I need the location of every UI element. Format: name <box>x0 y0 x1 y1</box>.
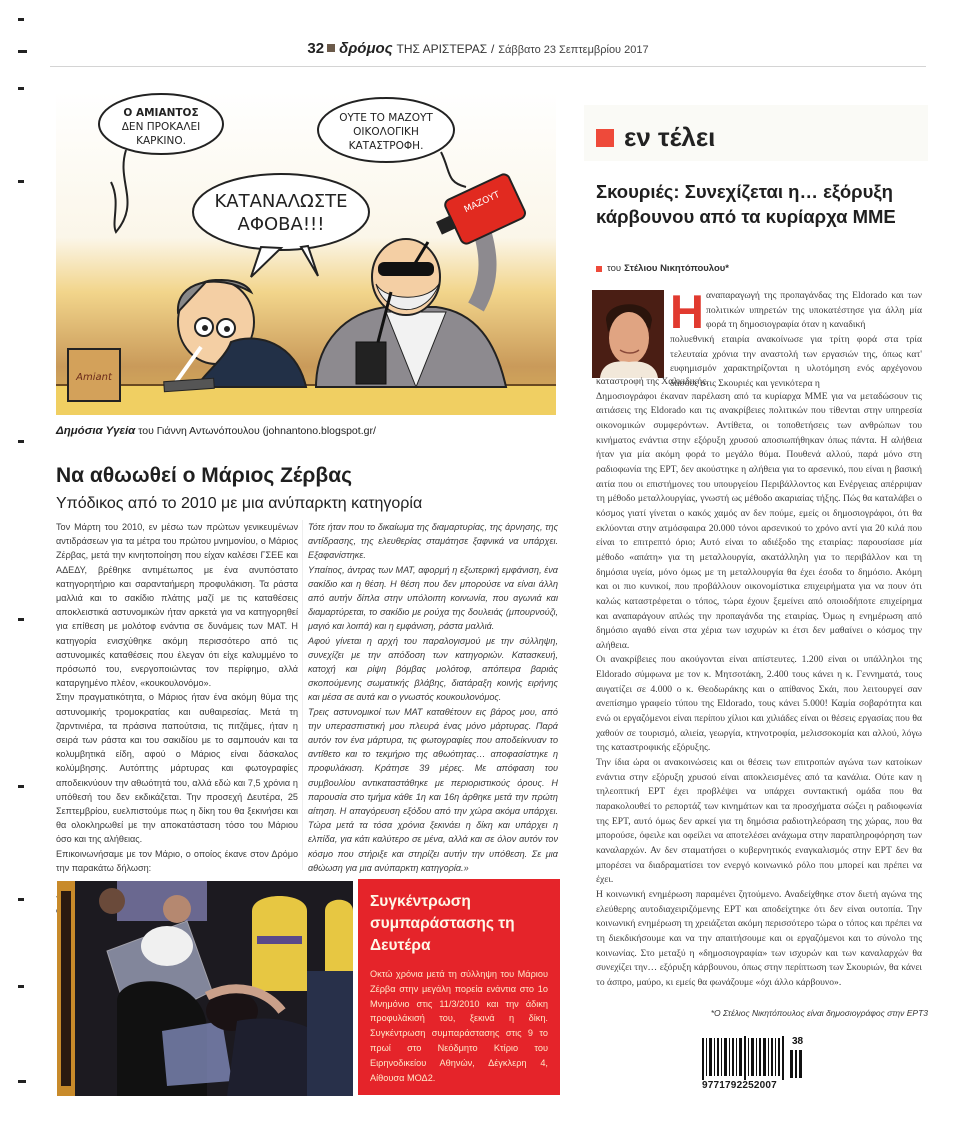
opinion-body <box>596 375 922 991</box>
event-announcement-box <box>358 879 560 1095</box>
edge-mark <box>18 785 24 788</box>
newspaper-brand: δρόμος <box>339 40 393 57</box>
byline-author: Στέλιου Νικητόπουλου* <box>624 263 729 274</box>
svg-text:ΚΑΤΑΝΑΛΩΣΤΕ: ΚΑΤΑΝΑΛΩΣΤΕ <box>214 191 348 212</box>
author-footnote: *Ο Στέλιος Νικητόπουλος είναι δημοσιογράφος στην ΕΡΤ3 <box>710 1008 928 1018</box>
paragraph: καταστροφή της Χαλκιδικής. <box>596 376 709 387</box>
svg-text:ΚΑΤΑΣΤΡΟΦΗ.: ΚΑΤΑΣΤΡΟΦΗ. <box>348 140 424 152</box>
paragraph: Την ίδια ώρα οι ανακοινώσεις και οι θέσεις των επιτροπών αγώνα των κατοίκων ενάντια στην εξόρυξη χρυσού είναι αποκλεισμένες από τα κανάλια. Ούτε καν η τηλεοπτική ΕΡΤ έχει προβλέψει να υπάρχει συντακτική ομάδα που θα παρακολουθεί το ρεπορτάζ των κινημάτων και τα προσχήματα σώζει η ραδιοφωνία της ΕΡΤ, αυτό όμως δεν αρκεί για τη δημόσια ραδιοτηλεόραση της χώρας, που θα μπορούσε, όφειλε και οφείλει να αποτελέσει ανάχωμα στην παραπληροφόρηση των καναλαρχών. Αν δεν σταματήσει ο κυβερνητικός εναγκαλισμός στην ΕΡΤ δεν θα μπορέσει να διαδραματίσει τον ενεργό κοινωνικό ρόλο που μπορεί και πρέπει να έχει. <box>596 757 922 886</box>
paragraph: Δημοσιογράφοι έκαναν παρέλαση από τα κυρίαρχα ΜΜΕ για να μεταδώσουν τις αιτιάσεις της Eldorado και τις ανακρίβειες πολιτικών που τίθενται στην υπηρεσία οικονομικών συμφερόντων. Αντίθετα, οι τοποθετήσεις των ανθρώπων του κινήματος ενάντια στην εξόρυξη χρυσού αποσιωπήθηκαν όπως πάντα. Η αλήθεια ήταν για μία ακόμη φορά το μεγάλο θύμα. Πουθενά αλλού, παρά μόνο στη ραδιοφωνία της ΕΡΤ, δεν ακούστηκε η αλήθεια για το αρσενικό, που είναι η βασική αιτία που οι επιστήμονες του υπουργείου Περιβάλλοντος και Ενέργειας απέρριψαν τη μέθοδο μεταλλουργίας, γνωστή ως μέθοδο ακαριαίας τήξης. Πώς θα καταλάβει ο κόσμος γιατί γίνεται ο κακός χαμός αν δεν πούμε, εμείς οι δημοσιογράφοι, ότι θα εκλύονται στην ατμόσφαιρα 20.000 τόνοι αρσενικού το χρόνο αντί για 20 κιλά που είναι το επιτρεπτό όριο; Αυτό είναι το αδιέξοδο της εταιρίας: παρουσίασε μία μέθοδο «απάτη» για τη μεταλλουργία, ακατάλληλη για το περιβάλλον και τη δημόσια υγεία, μόνο όμως με τη μεταλλουργία θα έχει έσοδα το δημόσιο. Ακόμη και οι πιο κυνικοί, που προβάλλουν οικονομίστικα επιχειρήματα για να πουν ότι καλώς καταστρέφεται ο τόπος, τώρα έχουν ξεμείνει από οποιοδήποτε επιχείρημα και αναπαράγουν απλώς την προπαγάνδα της εταιρίας. Όμως η ενημέρωση από δημόσιο αγαθό είναι στα χέρια των ισχυρών κι έτσι δεν μαθαίνει ο κόσμος την αλήθεια. <box>596 390 922 651</box>
paragraph: Οι ανακρίβειες που ακούγονται είναι απίστευτες. 1.200 είναι οι υπάλληλοι της Eldorado σύμφωνα με τον κ. Μητσοτάκη, 2.400 τους κάνει η κ. Γεννηματά, τους αυγατίζει σε 4.000 ο κ. Θεοδωράκης και ο απίθανος Σκάι, που λειτουργεί σαν ανεπίσημο γραφείο τύπου της Eldorado, τους κάνει 5.000! Καμία σοβαρότητα και ενώ οι εργαζόμενοι είναι περίπου χίλιοι και χιλιάδες είναι οι θέσεις εργασίας που θα χαθούν σε τουρισμό, αλιεία, γεωργία, κτηνοτροφία, μελισσοκομία και αλλού, λόγω της καταστροφικής εξόρυξης. <box>596 654 922 754</box>
paragraph: Αφού γίνεται η αρχή του παραλογισμού με την σύλληψη, συνεχίζει με την απόδοση των κατηγοριών. Κατασκευή, κατοχή και ρίψη βόμβας μολότοφ, απόπειρα βαριάς σκοπούμενης σωματικής βλάβης, διατάραξη κοινής ειρήνης και μέσα σε αυτά και ο γνωστός κουκουλονόμος. <box>308 635 558 703</box>
article-column-2 <box>308 520 558 875</box>
page-number: 32 <box>307 40 325 57</box>
bottle-label: ΜΑΖΟΥΤ <box>462 190 502 216</box>
edge-mark <box>18 1080 26 1083</box>
header-separator: / <box>491 42 495 56</box>
paragraph: Επικοινωνήσαμε με τον Μάριο, ο οποίος έκανε στον Δρόμο την παρακάτω δήλωση: <box>56 848 298 873</box>
paragraph: Τον Μάρτη του 2010, εν μέσω των πρώτων γενικευμένων αντιδράσεων για τα μέτρα του πρώτου μνημονίου, ο Μάριος Ζέρβας, μετά την κινητοποίηση που είχαν καλέσει ΓΣΕΕ και ΑΔΕΔΥ, βρέθηκε αντιμέτωπος με ένα ανυπόστατο κατηγορητήριο και σαρανταήμερη προφυλάκιση. Τα ράστα μαλλιά και το σακίδιο πλάτης μαζί με τις καταθέσεις αποκλειστικά αστυνομικών ήταν αρκετά για να κατηγορηθεί για επίθεση με μολότοφ ενάντια σε δυνάμεις των ΜΑΤ. Η κατηγορία ενισχύθηκε ακόμη περισσότερο από τις αστυνομικές καταθέσεις που έλεγαν ότι είχε καλυμμένο το πρόσωπό του, ενεργοποιώντας τον περίφημο, αλλά καταργημένο πλέον, «κουκουλονόμο». <box>56 522 298 689</box>
newspaper-brand-sub: ΤΗΣ ΑΡΙΣΤΕΡΑΣ <box>396 42 488 56</box>
article-column-1 <box>56 520 298 917</box>
svg-text:ΔΕΝ ΠΡΟΚΑΛΕΙ: ΔΕΝ ΠΡΟΚΑΛΕΙ <box>121 121 201 133</box>
cartoon-caption-title: Δημόσια Υγεία <box>56 425 136 437</box>
article-title: Να αθωωθεί ο Μάριος Ζέρβας <box>56 464 353 487</box>
paragraph: Τρεις αστυνομικοί των ΜΑΤ καταθέτουν εις βάρος μου, από την υπερασπιστική μου πλευρά ένας μόνο μάρτυρας. Παρά αυτόν τον ένα μάρτυρα, τις φωτογραφίες που αποδείκνυαν το αντίθετο και το τεκμήριο της αθωότητας… αποφασίστηκε η προφυλάκιση. Κράτησε 39 μέρες. Με απόφαση του συμβουλίου αντικαταστάθηκε με περιοριστικούς όρους. Η παρουσία στο τμήμα κάθε 1η και 16η άρθηκε μετά την πρώτη αίτηση. Η απαγόρευση εξόδου από την χώρα ακόμα υπάρχει. Τώρα μετά τα τόσα χρόνια ξεκινάει η δίκη και υπάρχει η ελπίδα, για κάτι καλύτερο σε μένα, αλλά και σε όλον αυτόν τον κόσμο που στήριξε και στηρίζει αυτήν την υπόθεση. Σε μια αθώωση για μια ανύπαρκτη κατηγορία.» <box>308 706 558 873</box>
red-square-icon <box>596 129 614 147</box>
header-rule <box>50 66 926 67</box>
article-subtitle: Υπόδικος από το 2010 με μια ανύπαρκτη κατηγορία <box>56 495 423 512</box>
edge-mark <box>18 985 24 988</box>
issue-date: Σάββατο 23 Σεπτεμβρίου 2017 <box>498 44 649 56</box>
section-name: εν τέλει <box>624 122 716 152</box>
svg-text:ΑΦΟΒΑ!!!: ΑΦΟΒΑ!!! <box>237 214 325 235</box>
barcode-number: 9771792252007 <box>702 1080 777 1091</box>
opinion-title: Σκουριές: Συνεχίζεται η… εξόρυξη κάρβουνου από τα κυρίαρχα ΜΜΕ <box>596 181 896 227</box>
edge-mark <box>18 87 24 90</box>
byline-prefix: του <box>607 263 622 274</box>
edge-mark <box>18 898 24 901</box>
amiant-box-label: Amiant <box>76 372 112 383</box>
cartoon-illustration <box>56 92 556 415</box>
paragraph: Στην πραγματικότητα, ο Μάριος ήταν ένα ακόμη θύμα της αστυνομικής τρομοκρατίας και αυθαιρεσίας. Μετά τη ζαρντινιέρα, τα πράσινα παπούτσια, τις πιτζάμες, ήταν η σειρά των ράστα και του σακιδίου με το σαμπουάν και τα κολυμβητικά είδη, αφού ο Μάριος είναι δάσκαλος κολύμβησης. Αυτόπτης μάρτυρας και φωτογραφίες αποδεικνύουν την αθωότητά του, αλλά εδώ και 7,5 χρόνια η υπόθεσή του δεν εκδικάζεται. Την προσεχή Δευτέρα, 25 Σεπτεμβρίου, ευελπιστούμε πως η δίκη του θα ξεκινήσει και θα ολοκληρωθεί με την αποκατάσταση τόσο του Μάριου όσο και της αλήθειας. <box>56 692 298 845</box>
paragraph: Τότε ήταν που το δικαίωμα της διαμαρτυρίας, της άρνησης, της αντίδρασης, της ελευθερίας σταμάτησε ξαφνικά να υπάρχει. Εξαφανίστηκε. <box>308 522 558 561</box>
edge-mark <box>18 180 24 183</box>
cartoon-caption-credit: του Γιάννη Αντωνόπουλου (johnantono.blogspot.gr/ <box>135 425 376 437</box>
byline <box>596 263 729 274</box>
intro-text: αναπαραγωγή της προπαγάνδας της Eldorado και των πολιτικών υπηρετών της υποκατέστησε για άλλη μία φορά τη δημοσιογραφία όταν η καναδική <box>706 290 922 331</box>
bubble-left-line1: Ο ΑΜΙΑΝΤΟΣ <box>123 107 199 119</box>
svg-text:ΚΑΡΚΙΝΟ.: ΚΑΡΚΙΝΟ. <box>136 135 186 147</box>
edge-mark <box>18 440 24 443</box>
red-square-icon <box>596 266 602 272</box>
square-icon <box>327 44 335 52</box>
page-header <box>0 40 956 57</box>
column-divider <box>302 520 303 870</box>
cartoon-svg <box>56 92 556 415</box>
barcode-addon: 38 <box>792 1036 804 1047</box>
svg-text:ΟΥΤΕ ΤΟ ΜΑΖΟΥΤ: ΟΥΤΕ ΤΟ ΜΑΖΟΥΤ <box>339 112 433 124</box>
author-photo <box>592 290 664 378</box>
drop-cap: Η <box>670 285 704 338</box>
paragraph: Η κοινωνική ενημέρωση παραμένει ζητούμενο. Αναδείχθηκε στον διετή αγώνα της ελεύθερης αυτοδιαχειριζόμενης ΕΡΤ και αποδείχτηκε ότι δεν είναι ουτοπία. Την κοινωνική ενημέρωση τη χρειάζεται ακόμη περισσότερο τώρα ο τόπος και πρέπει να τη διεκδικήσουμε και να την απαιτήσουμε και οι εργαζόμενοι και το σύνολο της κοινωνίας. Στο μεταξύ η «δημοσιογραφία» των ισχυρών και των καναλαρχών θα συνεχίζει την… εξόρυξη κάρβουνου, όπως στην περίπτωση των Σκουριών, θα κάνει το άσπρο, μαύρο, κι εμείς θα φωνάζουμε «όχι άλλο κάρβουνο». <box>596 888 922 988</box>
event-body: Οκτώ χρόνια μετά τη σύλληψη του Μάριου Ζέρβα στην μεγάλη πορεία ενάντια στο 1ο Μνημόνιο στις 11/3/2010 και την άδικη προφυλάκισή του, ξεκινά η δίκη. Συγκέντρωση συμπαράστασης στις 9 το πρωί στο Νεόδμητο Κτίριο του Ειρηνοδικείου Αθηνών, Δέγκλερη 4, Αίθουσα ΜΟΔ2. <box>370 969 548 1083</box>
protest-photo <box>57 881 353 1096</box>
intro-text-cont: πολυεθνική εταιρία ανακοίνωσε για τρίτη φορά στα τρία τελευταία χρόνια την αναστολή των εργασιών της, όπως κατ' ευφημισμόν χαρακτηρίζονται η υλοτόμηση ενός αρχέγονου δάσους στις Σκουριές και γενικότερα η <box>670 334 922 389</box>
paragraph: Υπαίτιος, άντρας των ΜΑΤ, αφορμή η εξωτερική εμφάνιση, ένα σακίδιο και η θέση. Η θέση που δεν μπορούσε να είναι άλλη από αυτήν δίπλα στην υπόλοιπη κοινωνία, που αγωνιά και διαμαρτύρεται, το σακίδιο με ρούχα της δουλειάς (μπουρνούζι, μαγιό και λοιπά) και η εμφάνιση, ράστα μαλλιά. <box>308 564 558 632</box>
section-tag <box>596 122 715 153</box>
edge-mark <box>18 18 24 21</box>
cartoon-caption <box>56 425 376 437</box>
event-title: Συγκέντρωση συμπαράστασης τη Δευτέρα <box>370 893 515 954</box>
edge-mark <box>18 618 24 621</box>
svg-text:ΟΙΚΟΛΟΓΙΚΗ: ΟΙΚΟΛΟΓΙΚΗ <box>353 126 419 138</box>
